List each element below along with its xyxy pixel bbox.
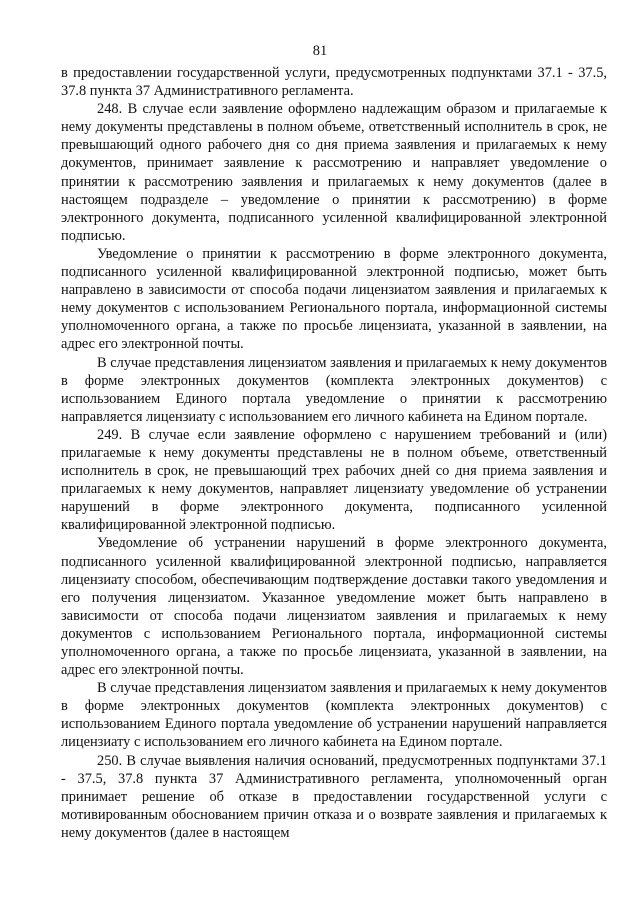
page-body [61, 64, 607, 842]
paragraph-unified-portal-violations: В случае представления лицензиатом заявления и прилагаемых к нему документов в форме электронных документов (комплекта электронных документов) с использованием Единого портала уведомление об устранении нарушений направляется лицензиату с использованием его личного кабинета на Едином портале. [61, 680, 607, 751]
paragraph-249: 249. В случае если заявление оформлено с нарушением требований и (или) прилагаемые к нему документы представлены не в полном объеме, ответственный исполнитель в срок, не превышающий трех рабочих дней со дня приема заявления и прилагаемых к нему документов, направляет лицензиату уведомление об устранении нарушений в форме электронного документа, подписанного усиленной квалифицированной электронной подписью. [61, 426, 607, 534]
paragraph-notice-acceptance: Уведомление о принятии к рассмотрению в форме электронного документа, подписанного усиленной квалифицированной электронной подписью, может быть направлено в зависимости от способа подачи лицензиатом заявления и прилагаемых к нему документов с использованием Регионального портала, информационной системы уполномоченного органа, а также по просьбе лицензиата, указанной в заявлении, на адрес его электронной почты. [61, 245, 607, 353]
page-number: 81 [312, 43, 328, 59]
paragraph-250: 250. В случае выявления наличия оснований, предусмотренных подпунктами 37.1 - 37.5, 37.8 пункта 37 Административного регламента, уполномоченный орган принимает решение об отказе в предоставлении государственной услуги с мотивированным обоснованием причин отказа и о возврате заявления и прилагаемых к нему документов (далее в настоящем [61, 752, 607, 841]
paragraph-248: 248. В случае если заявление оформлено надлежащим образом и прилагаемые к нему документы представлены в полном объеме, ответственный исполнитель в срок, не превышающий одного рабочего дня со дня приема заявления и прилагаемых к нему документов, принимает заявление к рассмотрению и направляет уведомление о принятии к рассмотрению заявления и прилагаемых к нему документов (далее в настоящем подразделе – уведомление о принятии к рассмотрению) в форме электронного документа, подписанного усиленной квалифицированной электронной подписью. [61, 101, 607, 244]
paragraph-continuation: в предоставлении государственной услуги, предусмотренных подпунктами 37.1 - 37.5, 37.8 пункта 37 Административного регламента. [61, 65, 607, 100]
paragraph-notice-violations: Уведомление об устранении нарушений в форме электронного документа, подписанного усиленной квалифицированной электронной подписью, направляется лицензиату способом, обеспечивающим подтверждение доставки такого уведомления и его получения лицензиатом. Указанное уведомление может быть направлено в зависимости от способа подачи лицензиатом заявления и прилагаемых к нему документов с использованием Регионального портала, информационной системы уполномоченного органа, а также по просьбе лицензиата, указанной в заявлении, на адрес его электронной почты. [61, 535, 607, 679]
paragraph-unified-portal-acceptance: В случае представления лицензиатом заявления и прилагаемых к нему документов в форме электронных документов (комплекта электронных документов) с использованием Единого портала уведомление о принятии к рассмотрению направляется лицензиату с использованием его личного кабинета на Едином портале. [61, 354, 607, 425]
